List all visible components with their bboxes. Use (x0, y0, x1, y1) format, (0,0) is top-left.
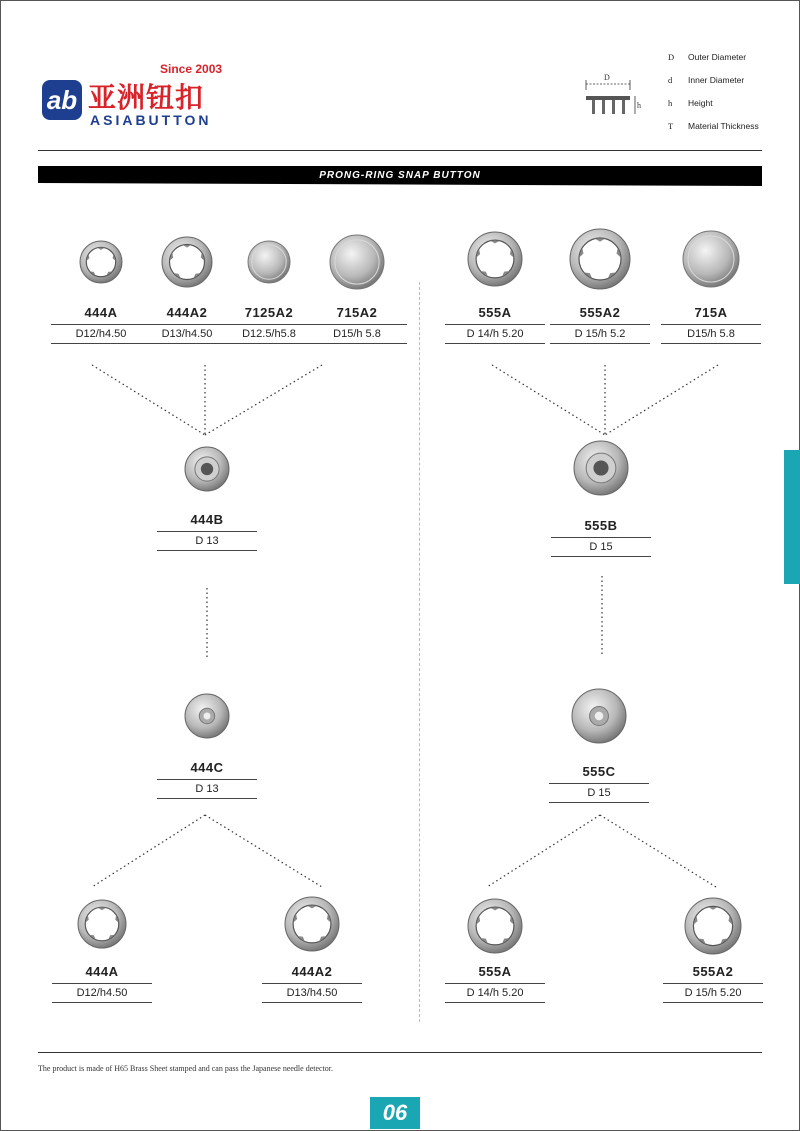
product-item (549, 763, 649, 803)
product-spec: D12/h4.50 (52, 983, 152, 1003)
stud-image (570, 687, 628, 745)
logo-icon: ab (42, 80, 82, 120)
legend-text: Material Thickness (688, 121, 759, 131)
since-label: Since 2003 (160, 62, 223, 76)
button-image (466, 897, 524, 955)
product-item (262, 963, 362, 1003)
button-image (160, 235, 214, 289)
button-image (246, 239, 292, 285)
product-item (551, 517, 651, 557)
button-image (681, 229, 741, 289)
button-image (683, 896, 743, 956)
button-image (76, 898, 128, 950)
product-spec: D 13 (157, 779, 257, 799)
product-code: 555A (478, 305, 512, 320)
product-spec: D13/h4.50 (262, 983, 362, 1003)
page-number: 06 (370, 1097, 420, 1129)
product-code: 715A2 (336, 305, 378, 320)
product-code: 555A2 (692, 964, 734, 979)
product-item (307, 304, 407, 344)
product-code: 715A (694, 305, 728, 320)
logo-english-name: ASIABUTTON (90, 112, 212, 128)
product-spec: D 15/h 5.2 (550, 324, 650, 344)
product-code: 444A2 (291, 964, 333, 979)
banner-title: PRONG-RING SNAP BUTTON (319, 170, 481, 181)
product-spec: D 15 (551, 537, 651, 557)
button-image (78, 239, 124, 285)
product-item (157, 759, 257, 799)
product-code: 444A2 (166, 305, 208, 320)
product-item (661, 304, 761, 344)
product-spec: D 14/h 5.20 (445, 324, 545, 344)
socket-image (183, 445, 231, 493)
product-spec: D15/h 5.8 (661, 324, 761, 344)
product-item (663, 963, 763, 1003)
legend-symbol: T (668, 121, 674, 131)
product-code: 444B (190, 512, 224, 527)
product-item (445, 963, 545, 1003)
button-image (568, 227, 632, 291)
button-image (328, 233, 386, 291)
product-spec: D 15 (549, 783, 649, 803)
socket-image (572, 439, 630, 497)
product-spec: D13/h4.50 (137, 324, 237, 344)
legend-symbol: d (668, 75, 673, 85)
footer-rule (38, 1052, 762, 1053)
product-item (445, 304, 545, 344)
product-spec: D15/h 5.8 (307, 324, 407, 344)
product-code: 555B (584, 518, 618, 533)
legend-symbol: D (668, 52, 675, 62)
product-item (219, 304, 319, 344)
product-code: 555C (582, 764, 616, 779)
legend-symbol: h (668, 98, 673, 108)
product-item (550, 304, 650, 344)
button-image (283, 895, 341, 953)
product-item (52, 963, 152, 1003)
product-spec: D 14/h 5.20 (445, 983, 545, 1003)
legend-text: Height (688, 98, 713, 108)
legend-text: Inner Diameter (688, 75, 745, 85)
diagram-label-d: D (604, 73, 610, 82)
product-code: 444A (85, 964, 119, 979)
product-spec: D 15/h 5.20 (663, 983, 763, 1003)
product-item (157, 511, 257, 551)
product-code: 7125A2 (244, 305, 294, 320)
product-spec: D12/h4.50 (51, 324, 151, 344)
product-item (51, 304, 151, 344)
product-spec: D 13 (157, 531, 257, 551)
footer-note: The product is made of H65 Brass Sheet stamped and can pass the Japanese needle detector. (38, 1064, 334, 1073)
stud-image (183, 692, 231, 740)
diagram-label-h: h (637, 101, 641, 110)
product-code: 555A (478, 964, 512, 979)
product-code: 444A (84, 305, 118, 320)
logo-chinese-name: 亚洲钮扣 (88, 82, 205, 113)
product-spec: D12.5/h5.8 (219, 324, 319, 344)
button-image (466, 230, 524, 288)
product-code: 555A2 (579, 305, 621, 320)
legend-text: Outer Diameter (688, 52, 747, 62)
product-code: 444C (190, 760, 224, 775)
